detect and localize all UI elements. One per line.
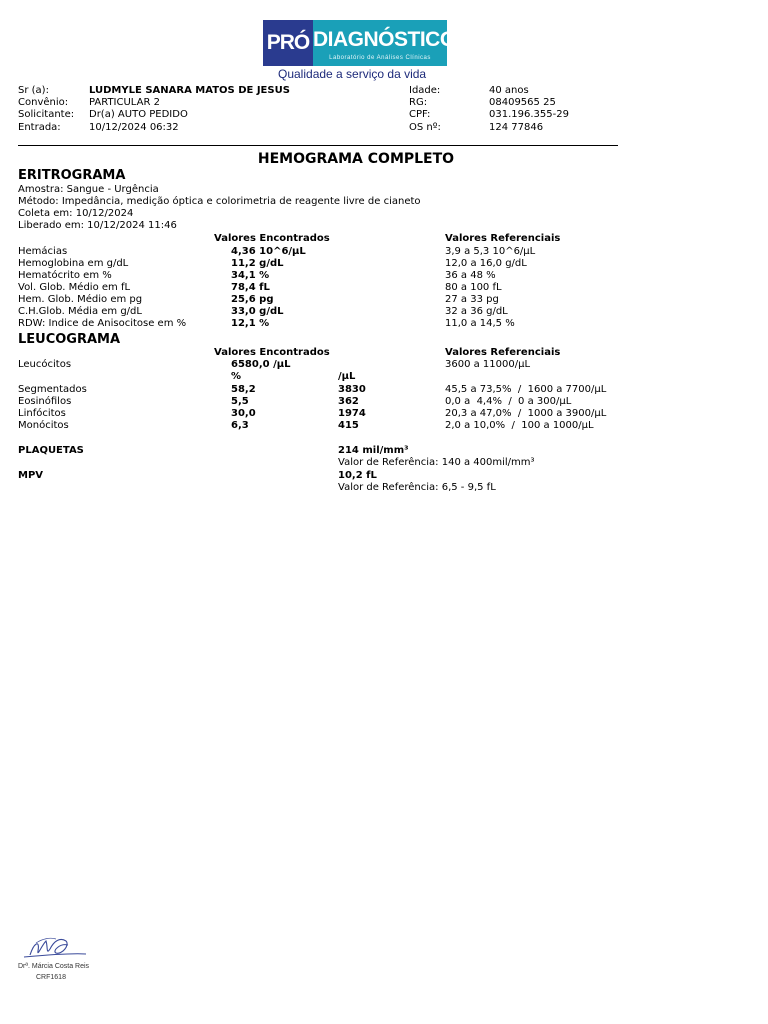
metodo-text: Método: Impedância, medição óptica e colorimetria de reagente livre de cianeto xyxy=(18,196,421,207)
lab-logo xyxy=(263,20,456,66)
row-label: Monócitos xyxy=(18,420,69,431)
report-title: HEMOGRAMA COMPLETO xyxy=(257,151,455,167)
eritro-col-found: Valores Encontrados xyxy=(214,233,330,244)
signature-name: Drª. Márcia Costa Reis xyxy=(18,963,90,970)
row-ref: 11,0 a 14,5 % xyxy=(445,318,515,329)
row-pct: 5,5 xyxy=(231,396,249,407)
coleta-text: Coleta em: 10/12/2024 xyxy=(18,208,134,219)
row-label: Hem. Glob. Médio em pg xyxy=(18,294,143,305)
row-pct: 30,0 xyxy=(231,408,256,419)
row-label: C.H.Glob. Média em g/dL xyxy=(18,306,142,317)
header-divider xyxy=(18,145,618,146)
logo-tagline: Qualidade a serviço da vida xyxy=(278,67,427,81)
row-ref: 2,0 a 10,0% / 100 a 1000/µL xyxy=(445,420,594,431)
row-ref: 20,3 a 47,0% / 1000 a 3900/µL xyxy=(445,408,607,419)
row-value: 33,0 g/dL xyxy=(231,306,284,317)
row-value: 78,4 fL xyxy=(231,282,270,293)
row-ref: 27 a 33 pg xyxy=(445,294,499,305)
entrada-value: 10/12/2024 06:32 xyxy=(89,122,179,133)
patient-name: LUDMYLE SANARA MATOS DE JESUS xyxy=(89,85,290,96)
row-ref: 80 a 100 fL xyxy=(445,282,502,293)
row-label: RDW: Indice de Anisocitose em % xyxy=(18,318,187,329)
convenio-label: Convênio: xyxy=(18,97,69,108)
row-ref: 12,0 a 16,0 g/dL xyxy=(445,258,527,269)
convenio-value: PARTICULAR 2 xyxy=(89,97,160,108)
row-abs: 3830 xyxy=(338,384,366,395)
solicitante-label: Solicitante: xyxy=(18,109,75,120)
eritro-col-ref: Valores Referenciais xyxy=(445,233,561,244)
row-label: Eosinófilos xyxy=(18,396,72,407)
cpf-value: 031.196.355-29 xyxy=(489,109,569,120)
row-value: 25,6 pg xyxy=(231,294,274,305)
rg-value: 08409565 25 xyxy=(489,97,556,108)
row-ref: 45,5 a 73,5% / 1600 a 7700/µL xyxy=(445,384,607,395)
row-abs: 1974 xyxy=(338,408,366,419)
leucograma-heading: LEUCOGRAMA xyxy=(18,332,121,347)
signature-crf: CRF1618 xyxy=(36,974,66,981)
leucocitos-value: 6580,0 /µL xyxy=(231,359,291,370)
plaquetas-ref: Valor de Referência: 140 a 400mil/mm³ xyxy=(338,457,535,468)
mpv-label: MPV xyxy=(18,470,44,481)
solicitante-value: Dr(a) AUTO PEDIDO xyxy=(89,109,188,120)
os-label: OS nº: xyxy=(409,122,441,133)
cpf-label: CPF: xyxy=(409,109,431,120)
mpv-ref: Valor de Referência: 6,5 - 9,5 fL xyxy=(338,482,496,493)
logo-part-pro: PRÓ xyxy=(263,20,313,66)
row-label: Vol. Glob. Médio em fL xyxy=(18,282,131,293)
row-pct: 58,2 xyxy=(231,384,256,395)
amostra-text: Amostra: Sangue - Urgência xyxy=(18,184,159,195)
mpv-value: 10,2 fL xyxy=(338,470,377,481)
row-label: Hemácias xyxy=(18,246,68,257)
row-label: Hematócrito em % xyxy=(18,270,112,281)
row-ref: 32 a 36 g/dL xyxy=(445,306,508,317)
row-abs: 415 xyxy=(338,420,359,431)
plaquetas-value: 214 mil/mm³ xyxy=(338,445,409,456)
row-value: 11,2 g/dL xyxy=(231,258,284,269)
pct-header: % xyxy=(231,371,242,382)
row-label: Segmentados xyxy=(18,384,87,395)
row-label: Linfócitos xyxy=(18,408,66,419)
entrada-label: Entrada: xyxy=(18,122,61,133)
row-value: 12,1 % xyxy=(231,318,270,329)
logo-part-diagnostico: DIAGNÓSTICO xyxy=(313,20,447,66)
leucocitos-label: Leucócitos xyxy=(18,359,72,370)
liberado-text: Liberado em: 10/12/2024 11:46 xyxy=(18,220,177,231)
row-ref: 36 a 48 % xyxy=(445,270,496,281)
idade-value: 40 anos xyxy=(489,85,529,96)
leuco-col-found: Valores Encontrados xyxy=(214,347,330,358)
row-value: 34,1 % xyxy=(231,270,270,281)
name-label: Sr (a): xyxy=(18,85,49,96)
leuco-col-ref: Valores Referenciais xyxy=(445,347,561,358)
eritrograma-heading: ERITROGRAMA xyxy=(18,168,126,183)
row-pct: 6,3 xyxy=(231,420,249,431)
row-value: 4,36 10^6/µL xyxy=(231,246,306,257)
plaquetas-label: PLAQUETAS xyxy=(18,445,84,456)
os-value: 124 77846 xyxy=(489,122,544,133)
row-ref: 3,9 a 5,3 10^6/µL xyxy=(445,246,536,257)
abs-header: /µL xyxy=(338,371,356,382)
idade-label: Idade: xyxy=(409,85,441,96)
leucocitos-ref: 3600 a 11000/µL xyxy=(445,359,531,370)
row-label: Hemoglobina em g/dL xyxy=(18,258,129,269)
logo-subtitle: Laboratório de Análises Clínicas xyxy=(329,55,431,61)
row-abs: 362 xyxy=(338,396,359,407)
row-ref: 0,0 a 4,4% / 0 a 300/µL xyxy=(445,396,572,407)
rg-label: RG: xyxy=(409,97,428,108)
